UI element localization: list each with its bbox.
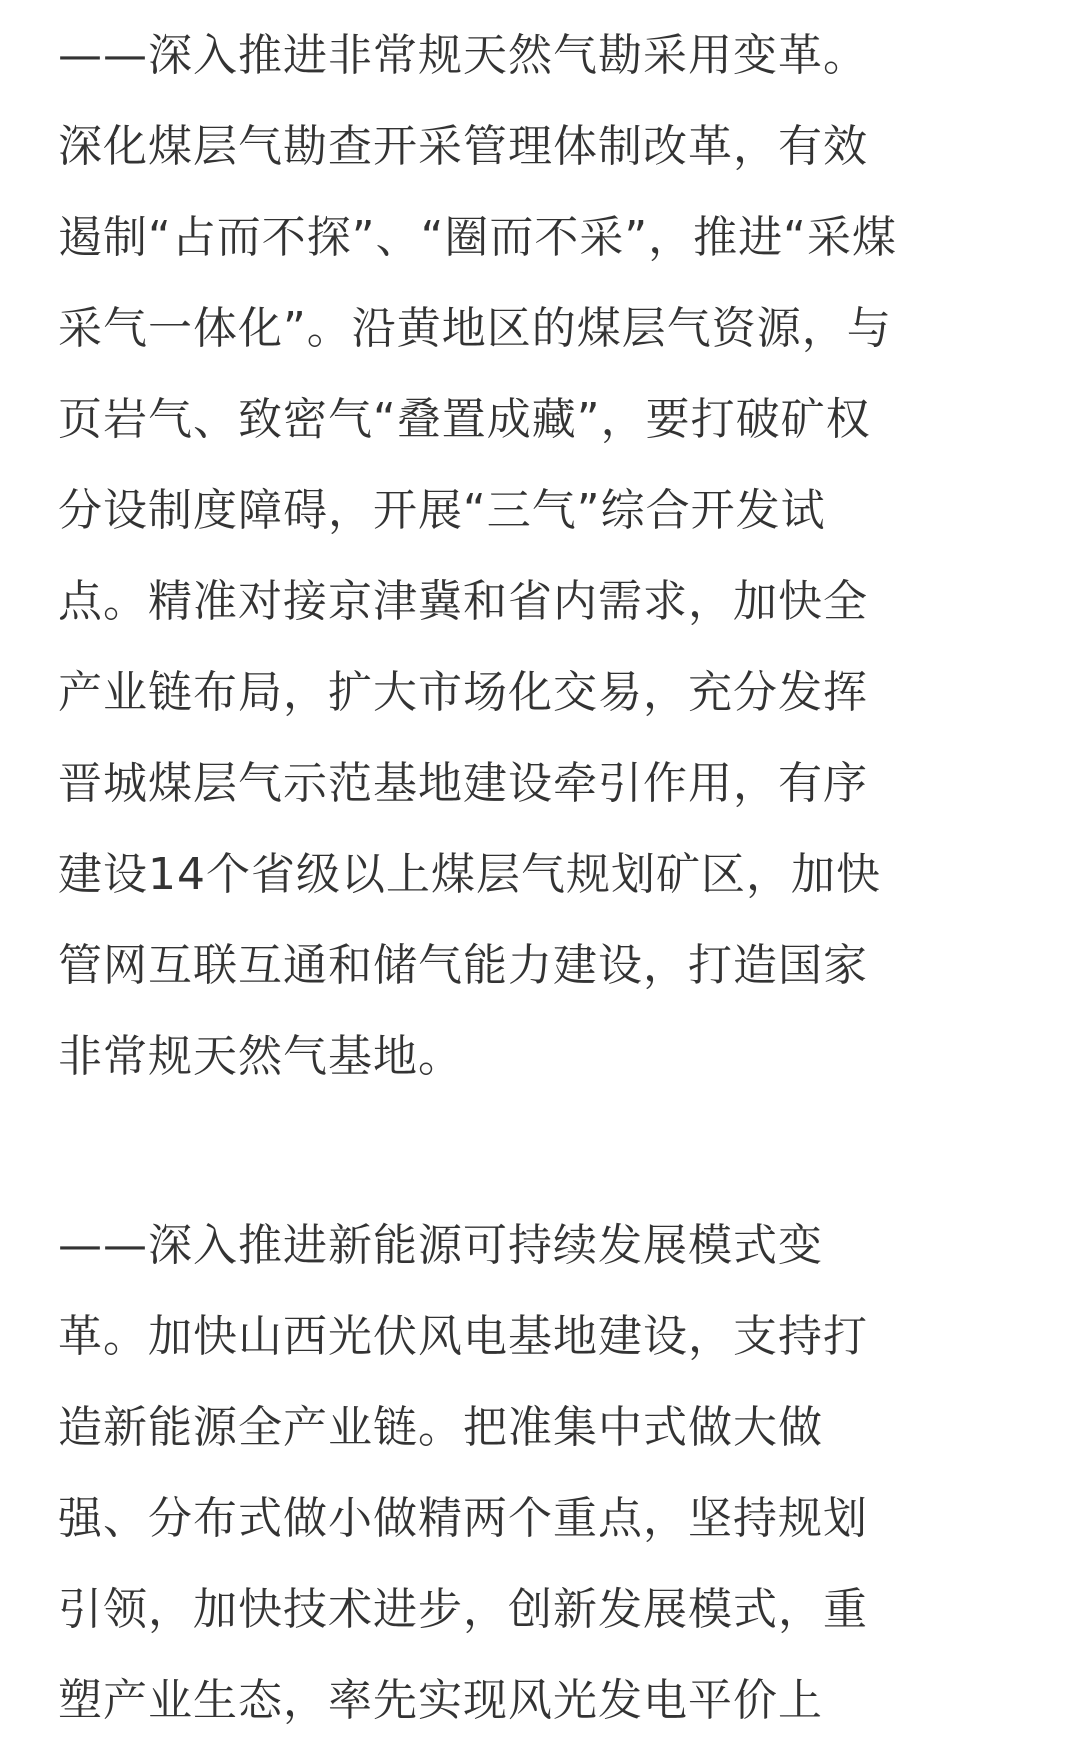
paragraph-new-energy — [58, 1200, 1028, 1746]
article-body — [58, 0, 1028, 1746]
text-line: 产业链布局，扩大市场化交易，充分发挥 — [58, 667, 868, 718]
text-line: 引领，加快技术进步，创新发展模式，重 — [58, 1584, 868, 1635]
text-line: 管网互联互通和储气能力建设，打造国家 — [58, 940, 868, 991]
text-line: ——深入推进新能源可持续发展模式变 — [58, 1220, 823, 1271]
text-line: 页岩气、致密气“叠置成藏”，要打破矿权 — [58, 394, 871, 445]
text-line: 造新能源全产业链。把准集中式做大做 — [58, 1402, 823, 1453]
text-line: 塑产业生态，率先实现风光发电平价上 — [58, 1675, 823, 1726]
paragraph-unconventional-gas — [58, 0, 1028, 1102]
text-line: 采气一体化”。沿黄地区的煤层气资源，与 — [58, 303, 892, 354]
text-line: 革。加快山西光伏风电基地建设，支持打 — [58, 1311, 868, 1362]
text-line: 分设制度障碍，开展“三气”综合开发试 — [58, 485, 826, 536]
text-line: 晋城煤层气示范基地建设牵引作用，有序 — [58, 758, 868, 809]
text-line: ——深入推进非常规天然气勘采用变革。 — [58, 30, 868, 81]
text-line: 强、分布式做小做精两个重点，坚持规划 — [58, 1493, 868, 1544]
text-line: 非常规天然气基地。 — [58, 1031, 463, 1082]
text-line: 遏制“占而不探”、“圈而不采”，推进“采煤 — [58, 212, 897, 263]
text-line: 深化煤层气勘查开采管理体制改革，有效 — [58, 121, 868, 172]
text-line: 点。精准对接京津冀和省内需求，加快全 — [58, 576, 868, 627]
text-line: 建设14个省级以上煤层气规划矿区，加快 — [58, 849, 881, 900]
